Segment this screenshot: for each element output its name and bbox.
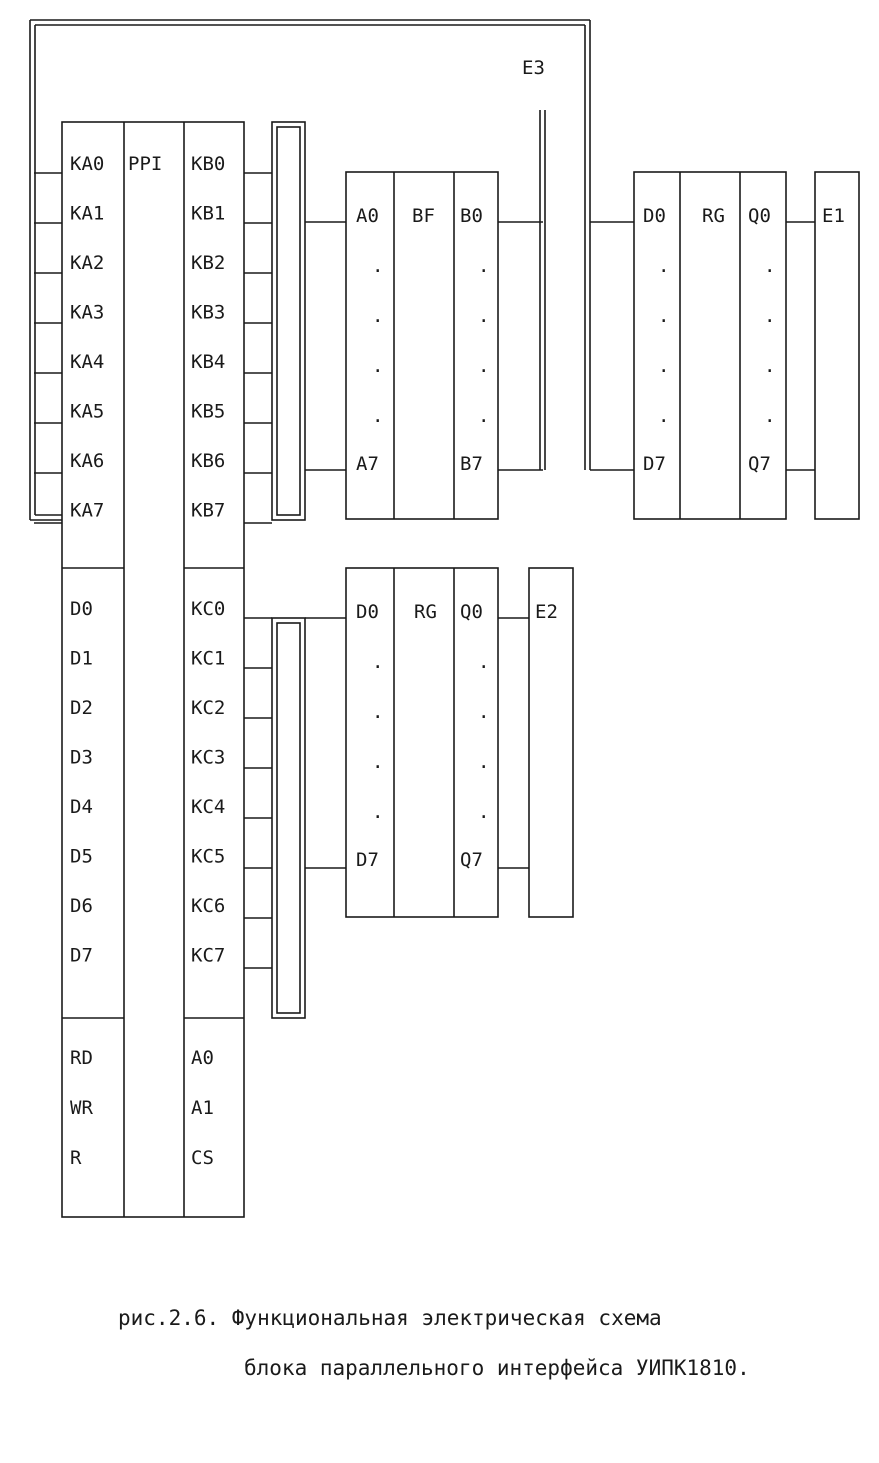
rg-top-output-0: Q0 [748,205,771,227]
bf-output-5: B7 [460,453,483,475]
rg-bottom-output-2: . [478,701,490,723]
ppi-pin-d2: D2 [70,697,93,719]
rg-top-input-5: D7 [643,453,666,475]
ppi-pin-d7: D7 [70,944,93,967]
ppi-pin-ka0: KA0 [70,153,105,175]
ppi-pin-d1: D1 [70,647,93,670]
ppi-pin-kc7: KC7 [191,944,226,967]
connector-e1: E1 [822,205,845,227]
rg-top-input-0: D0 [643,205,666,227]
ppi-pin-kb3: KB3 [191,301,226,324]
ppi-pin-kc0: KC0 [191,598,226,620]
ppi-pin-rd: RD [70,1047,93,1069]
rg-top-input-3: . [658,355,670,377]
bf-output-0: B0 [460,205,483,227]
bf-input-4: . [372,405,384,427]
rg-top-title: RG [702,205,725,227]
ppi-pin-wr: WR [70,1097,93,1119]
rg-bottom-input-2: . [372,701,384,723]
bf-input-5: A7 [356,453,379,475]
rg-top-input-4: . [658,405,670,427]
rg-bottom-input-5: D7 [356,849,379,871]
ppi-pin-d0: D0 [70,598,93,620]
ppi-pin-d6: D6 [70,895,93,917]
ppi-pin-kb5: KB5 [191,400,226,423]
bf-output-3: . [478,355,490,377]
ppi-pin-ka2: KA2 [70,252,105,274]
ppi-pin-ka1: KA1 [70,202,105,225]
rg-top-input-2: . [658,305,670,327]
ppi-pin-kc3: KC3 [191,746,226,769]
ppi-pin-a1: A1 [191,1097,214,1119]
caption-line-1: рис.2.6. Функциональная электрическая схема [118,1306,662,1330]
ppi-pin-ka5: KA5 [70,400,105,423]
bf-output-2: . [478,305,490,327]
ppi-pin-kb2: KB2 [191,252,226,274]
connector-e3: E3 [522,57,545,79]
ppi-pin-kb1: KB1 [191,202,226,225]
rg-bottom-input-0: D0 [356,601,379,623]
ppi-pin-kc2: KC2 [191,697,226,719]
ppi-pin-ka4: KA4 [70,351,105,373]
bf-input-3: . [372,355,384,377]
ppi-pin-d3: D3 [70,746,93,769]
bf-output-4: . [478,405,490,427]
rg-top-output-3: . [764,355,776,377]
ppi-pin-r: R [70,1147,82,1169]
bf-input-1: . [372,255,384,277]
rg-bottom-output-4: . [478,801,490,823]
ppi-pin-kc4: KC4 [191,796,226,818]
ppi-pin-kb6: KB6 [191,450,226,472]
rg-bottom-input-1: . [372,651,384,673]
bus-c-inner [277,623,300,1013]
rg-bottom-input-3: . [372,751,384,773]
rg-top-input-1: . [658,255,670,277]
rg-top-output-1: . [764,255,776,277]
ppi-pin-kc5: KC5 [191,845,226,868]
ppi-pin-kc1: KC1 [191,647,226,670]
ppi-pin-ka7: KA7 [70,499,105,522]
ppi-pin-ka3: KA3 [70,301,105,324]
ppi-pin-kb7: KB7 [191,499,226,522]
ppi-pin-cs: CS [191,1147,214,1169]
rg-top-output-2: . [764,305,776,327]
rg-top-output-4: . [764,405,776,427]
ppi-pin-a0: A0 [191,1047,214,1069]
rg-bottom-output-3: . [478,751,490,773]
caption-line-2: блока параллельного интерфейса УИПК1810. [244,1356,750,1380]
rg-top-output-5: Q7 [748,453,771,475]
ppi-pin-d4: D4 [70,796,93,818]
bus-b-inner [277,127,300,515]
bf-input-0: A0 [356,205,379,227]
ppi-pin-kc6: KC6 [191,895,226,917]
rg-bottom-output-1: . [478,651,490,673]
rg-bottom-input-4: . [372,801,384,823]
bf-title: BF [412,205,435,227]
ppi-pin-d5: D5 [70,845,93,868]
rg-bottom-output-5: Q7 [460,849,483,871]
ppi-pin-ka6: KA6 [70,450,105,472]
bf-output-1: . [478,255,490,277]
rg-bottom-title: RG [414,601,437,623]
rg-bottom-output-0: Q0 [460,601,483,623]
connector-e2: E2 [535,601,558,623]
bf-input-2: . [372,305,384,327]
ppi-pin-kb4: KB4 [191,351,226,373]
ppi-pin-kb0: KB0 [191,153,226,175]
ppi-title: PPI [128,153,163,175]
